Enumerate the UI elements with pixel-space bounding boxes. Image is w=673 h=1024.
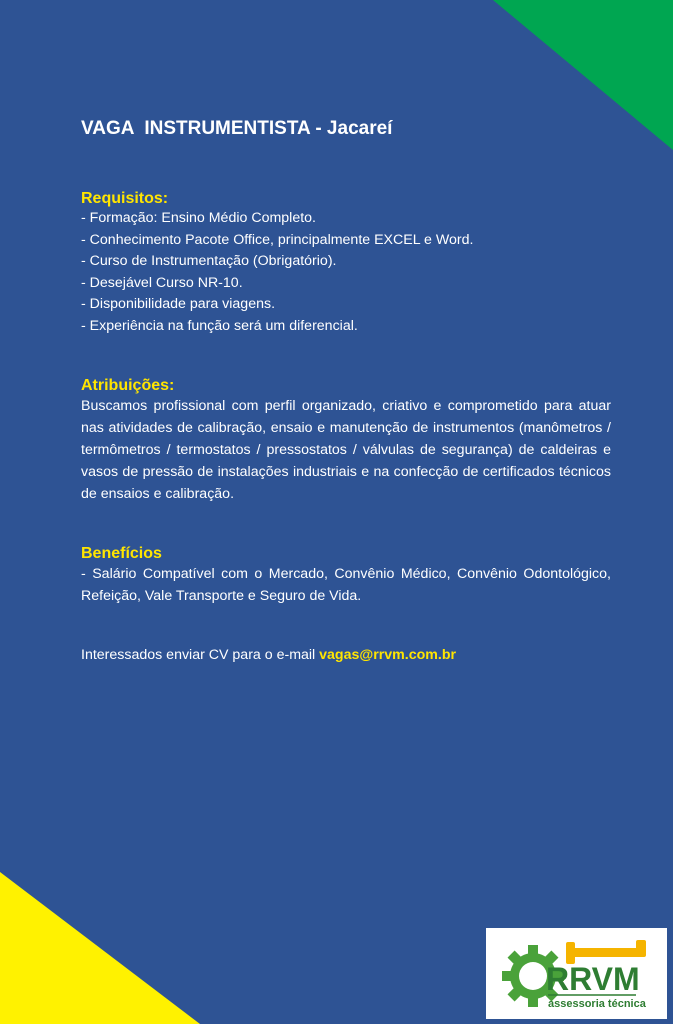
duties-text: Buscamos profissional com perfil organizado, criativo e comprometido para atuar nas atividades de calibração, ensaio e manutenção de instrumentos (manômetros / termômetros / termostatos / pressostatos / válvulas de segurança) de caldeiras e vasos de pressão de instalações industriais e na confecção de certificados técnicos de ensaios e calibração. — [81, 398, 611, 502]
requirements-heading: Requisitos: — [81, 190, 169, 207]
company-logo — [486, 928, 667, 1019]
duties-heading: Atribuições: — [81, 377, 175, 394]
gear-icon — [486, 928, 667, 1019]
requirement-item: - Desejável Curso NR-10. — [81, 274, 243, 291]
yellow-corner-triangle — [0, 872, 200, 1024]
job-title: VAGA INSTRUMENTISTA - Jacareí — [81, 118, 393, 139]
duties-section — [81, 377, 611, 505]
logo-name: RRVM — [546, 961, 640, 997]
requirement-item: - Curso de Instrumentação (Obrigatório). — [81, 253, 337, 269]
contact-line — [81, 645, 611, 667]
job-posting — [81, 118, 611, 667]
contact-email-link[interactable]: vagas@rrvm.com.br — [319, 647, 457, 663]
requirements-section — [81, 190, 611, 337]
requirement-item: - Formação: Ensino Médio Completo. — [81, 210, 316, 226]
benefits-text: - Salário Compatível com o Mercado, Convênio Médico, Convênio Odontológico, Refeição, Vale Transporte e Seguro de Vida. — [81, 566, 611, 604]
benefits-section — [81, 545, 611, 607]
contact-text: Interessados enviar CV para o e-mail — [81, 647, 320, 663]
logo-tagline: assessoria técnica — [548, 998, 646, 1010]
benefits-heading: Benefícios — [81, 545, 162, 562]
requirement-item: - Disponibilidade para viagens. — [81, 296, 276, 312]
requirement-item: - Experiência na função será um diferencial. — [81, 317, 358, 334]
requirement-item: - Conhecimento Pacote Office, principalmente EXCEL e Word. — [81, 231, 474, 248]
